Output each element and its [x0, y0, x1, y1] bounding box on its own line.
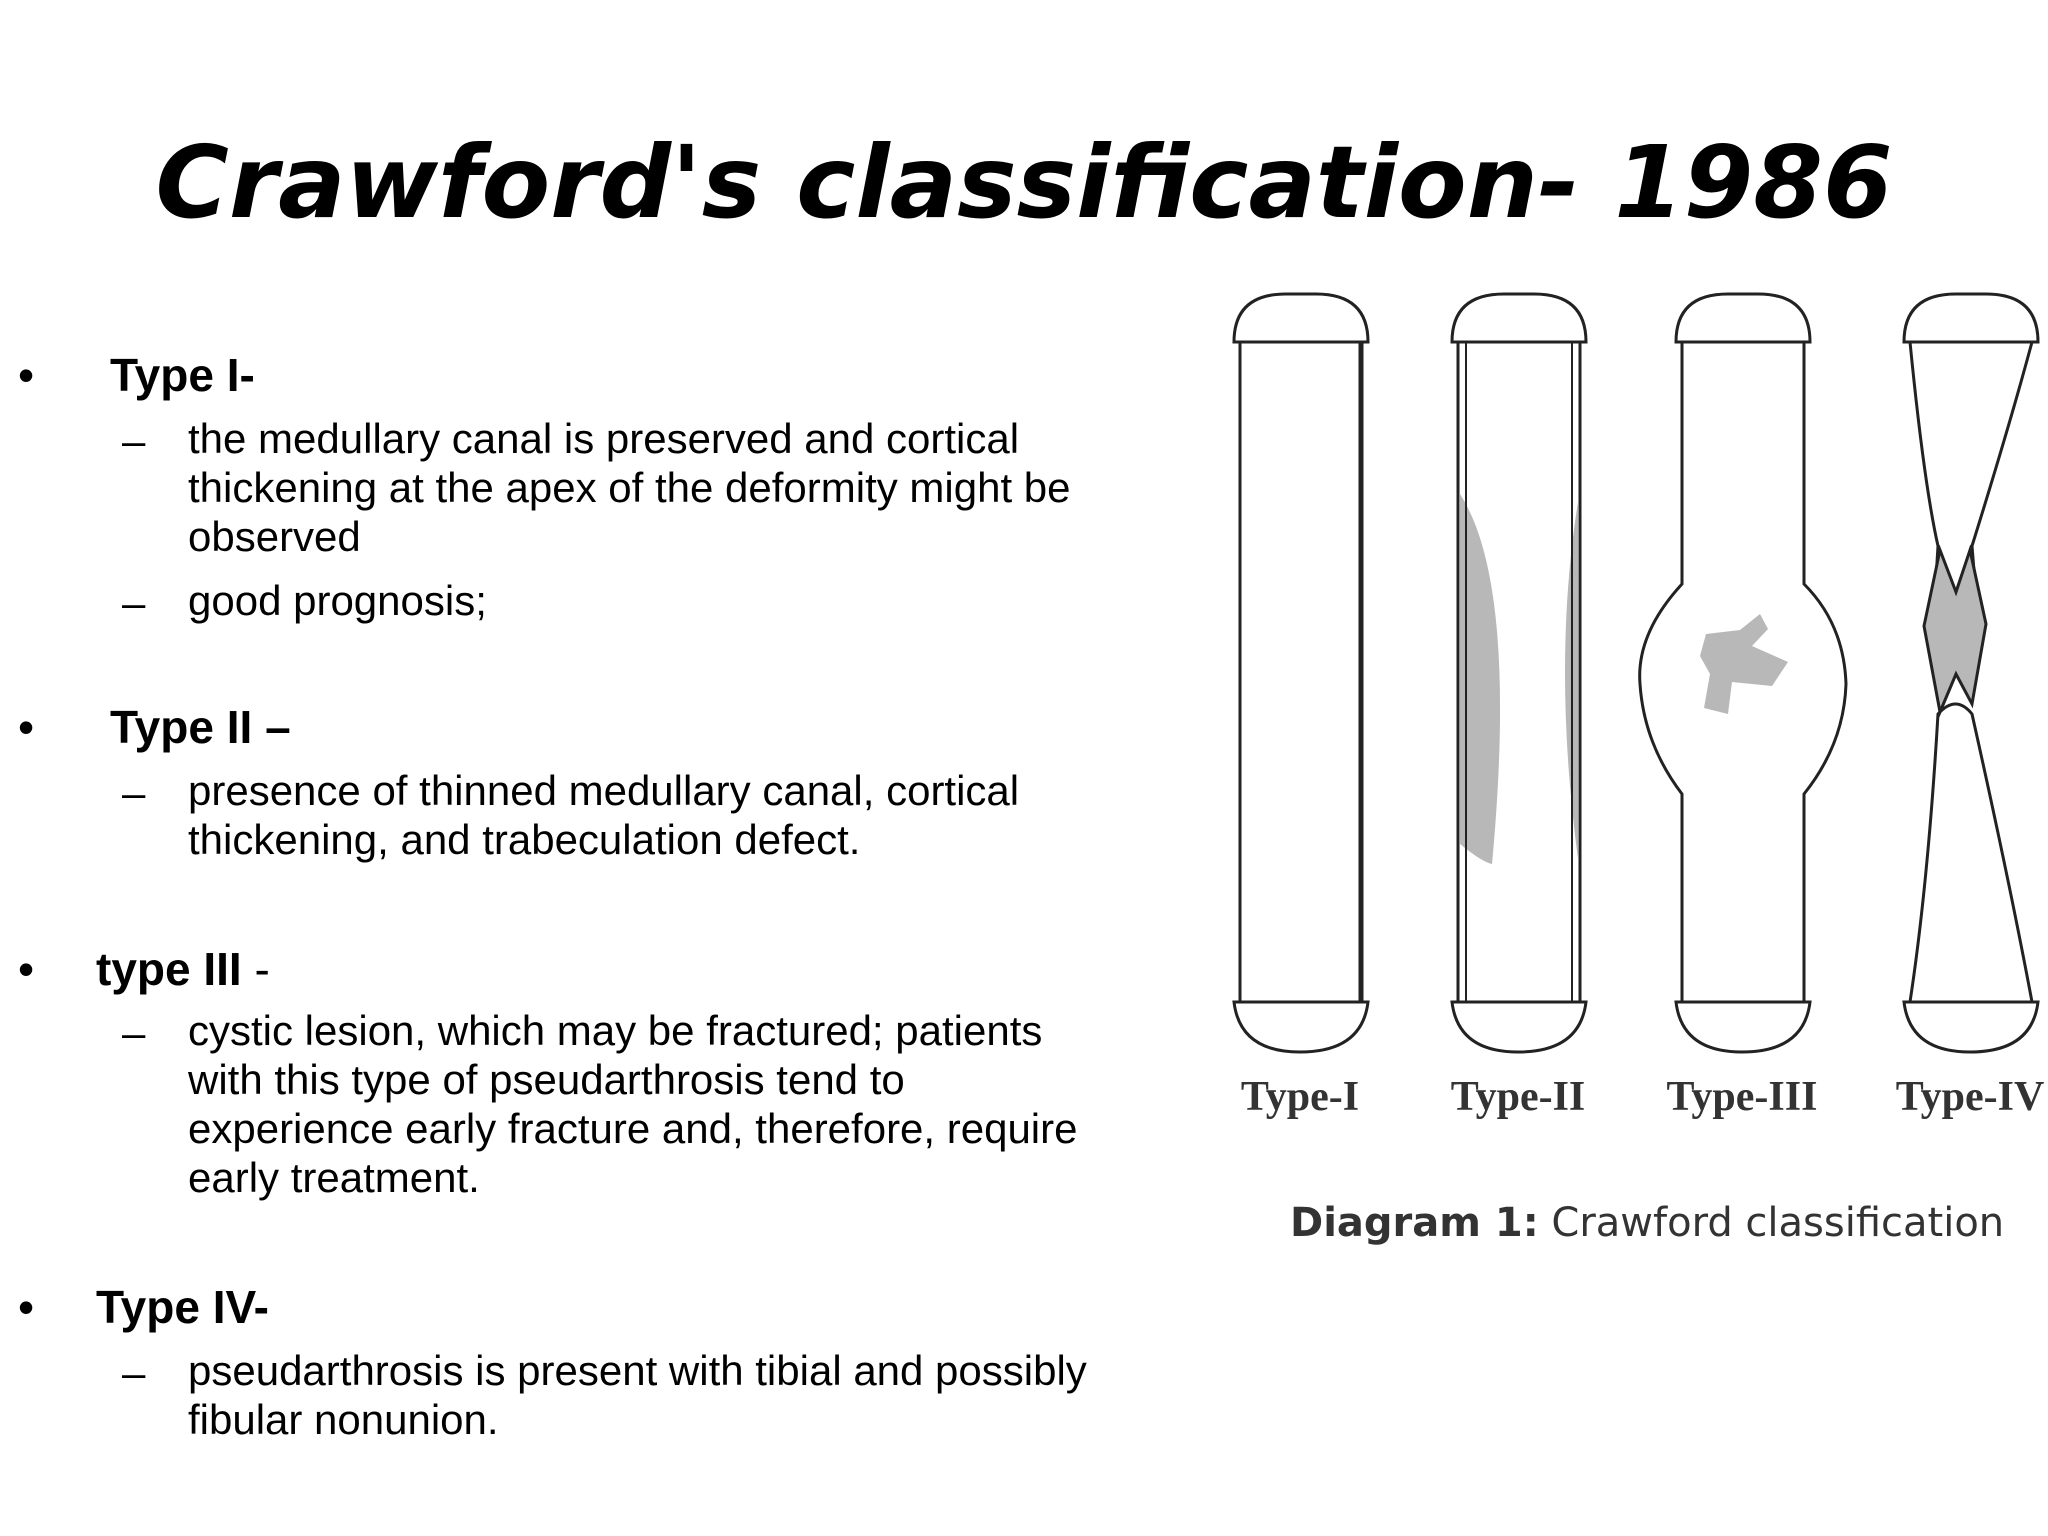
- sub-item-type-i-2: [188, 576, 1208, 625]
- bone-type-iv: [1904, 294, 2038, 1052]
- bullet-heading-type-ii: [110, 701, 291, 753]
- bullet-dot: •: [18, 349, 35, 401]
- bone-type-iii: [1640, 294, 1846, 1052]
- sub-dash: –: [122, 579, 146, 626]
- slide-title: Crawford's classification- 1986: [155, 124, 1893, 241]
- bone-type-i: [1234, 294, 1368, 1052]
- sub-dash: –: [122, 769, 146, 816]
- bullet-dot: •: [18, 943, 35, 995]
- text-line: fibular nonunion.: [188, 1396, 499, 1443]
- text-line: thickening, and trabeculation defect.: [188, 816, 861, 863]
- diagram-caption: [1290, 1200, 2004, 1246]
- text-line: pseudarthrosis is present with tibial and possibly: [188, 1347, 1087, 1394]
- caption-text: Crawford classification: [1538, 1200, 2005, 1246]
- sub-item-type-i-1: [188, 414, 1208, 561]
- text-line: thickening at the apex of the deformity might be: [188, 464, 1071, 511]
- bone-top-cap: [1904, 294, 2038, 342]
- sub-item-type-iv-1: [188, 1346, 1208, 1444]
- text-line: observed: [188, 513, 361, 560]
- text-line: cystic lesion, which may be fractured; patients: [188, 1007, 1043, 1054]
- sub-item-type-ii-1: [188, 766, 1208, 864]
- bone-bottom-cap: [1452, 1002, 1586, 1052]
- text-line: experience early fracture and, therefore, require: [188, 1105, 1078, 1152]
- bone-bottom-cap: [1904, 1002, 2038, 1052]
- bullet-heading-type-iv: [96, 1281, 269, 1333]
- heading-text: Type II –: [110, 701, 291, 753]
- bone-top-cap: [1676, 294, 1810, 342]
- sub-dash: –: [122, 417, 146, 464]
- text-line: presence of thinned medullary canal, cortical: [188, 767, 1020, 814]
- bone-shaft: [1240, 342, 1362, 1002]
- heading-text: type III: [96, 943, 242, 995]
- sub-dash: –: [122, 1009, 146, 1056]
- bone-top-cap: [1452, 294, 1586, 342]
- bone-type-ii: [1452, 294, 1586, 1052]
- text-line: the medullary canal is preserved and cortical: [188, 415, 1020, 462]
- bone-bottom-cap: [1676, 1002, 1810, 1052]
- sub-dash: –: [122, 1349, 146, 1396]
- bullet-heading-type-iii: [96, 943, 270, 995]
- bullet-dot: •: [18, 701, 35, 753]
- text-line: early treatment.: [188, 1154, 480, 1201]
- bullet-heading-type-i: [110, 349, 255, 401]
- bone-shaft-lower: [1910, 704, 2032, 1002]
- type-label-iii: Type-III: [1666, 1074, 1818, 1120]
- caption-label: Diagram 1:: [1290, 1200, 1539, 1246]
- heading-text: Type I-: [110, 349, 255, 401]
- bullet-dot: •: [18, 1281, 35, 1333]
- text-line: with this type of pseudarthrosis tend to: [188, 1056, 905, 1103]
- crawford-diagram: [1220, 284, 2048, 1164]
- type-label-iv: Type-IV: [1895, 1074, 2045, 1120]
- type-label-i: Type-I: [1240, 1074, 1360, 1120]
- type-label-ii: Type-II: [1450, 1074, 1586, 1120]
- heading-suffix: -: [241, 943, 270, 995]
- bone-top-cap: [1234, 294, 1368, 342]
- heading-text: Type IV-: [96, 1281, 269, 1333]
- text-line: good prognosis;: [188, 577, 487, 624]
- sub-item-type-iii-1: [188, 1006, 1208, 1202]
- bone-bottom-cap: [1234, 1002, 1368, 1052]
